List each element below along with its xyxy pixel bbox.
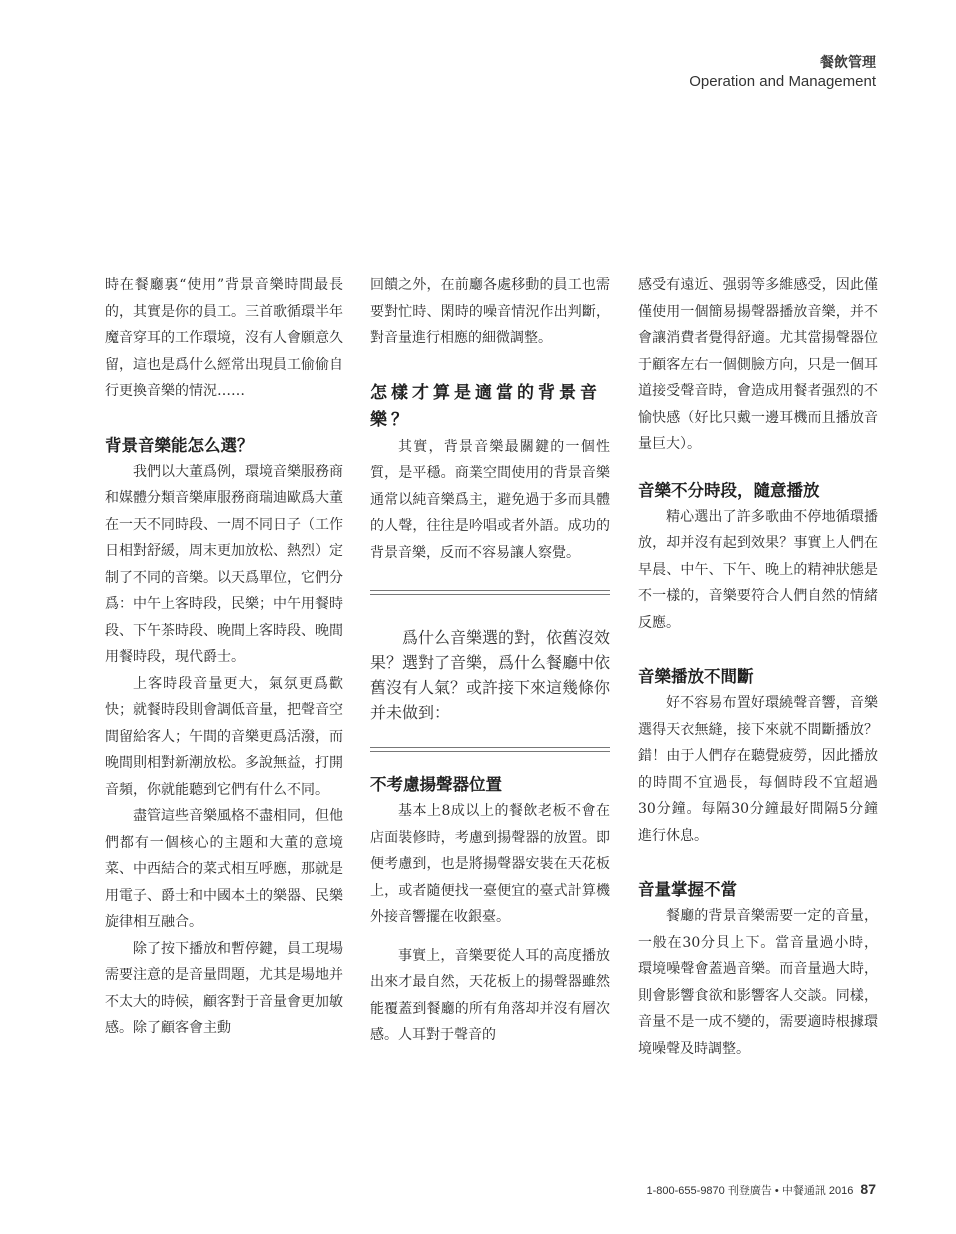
paragraph: 其實，背景音樂最關鍵的一個性質，是平穩。商業空間使用的背景音樂通常以純音樂爲主，避免過于多而具體的人聲，往往是吟唱或者外語。成功的背景音樂，反而不容易讓人察覺。 <box>370 438 610 561</box>
paragraph: 我們以大董爲例，環境音樂服務商和媒體分類音樂庫服務商瑞迪歐爲大董在一天不同時段、一周不同日子（工作日相對舒緩，周末更加放松、熱烈）定制了不同的音樂。以天爲單位，它們分爲：中午上客時段，民樂；中午用餐時段、下午茶時段、晚間上客時段、晚間用餐時段，現代爵士。 <box>105 463 343 665</box>
subheading: 不考慮揚聲器位置 <box>370 775 502 794</box>
paragraph: 餐廳的背景音樂需要一定的音量，一般在30分貝上下。當音量過小時，環境噪聲會蓋過音樂。而音量過大時，則會影響食欲和影響客人交談。同樣，音量不是一成不變的，需要適時根據環境噪聲及時調整。 <box>638 908 878 1057</box>
column-1 <box>105 272 343 1042</box>
subheading: 音樂不分時段，隨意播放 <box>638 480 820 500</box>
subheading: 音樂播放不間斷 <box>638 667 754 686</box>
paragraph: 回饋之外，在前廳各處移動的員工也需要對忙時、閑時的噪音情況作出判斷，對音量進行相應的細微調整。 <box>370 277 610 346</box>
paragraph: 好不容易布置好環繞聲音響，音樂選得天衣無縫，接下來就不間斷播放？錯！由于人們存在聽覺疲勞，因此播放的時間不宜過長，每個時段不宜超過30分鐘。每隔30分鐘最好間隔5分鐘進行休息。 <box>638 695 878 844</box>
page-footer <box>647 1181 877 1198</box>
footer-phone: 1-800-655-9870 <box>646 1185 725 1197</box>
column-3 <box>638 272 878 1062</box>
section-title-cn: 餐飲管理 <box>820 55 876 71</box>
subheading: 怎樣才算是適當的背景音樂？ <box>370 382 601 430</box>
subheading: 音量掌握不當 <box>638 880 737 899</box>
section-title-en: Operation and Management <box>689 73 876 90</box>
pull-quote: 爲什么音樂選的對，依舊沒效果？選對了音樂，爲什么餐廳中依舊沒有人氣？或許接下來這幾條你并未做到： <box>370 628 611 722</box>
paragraph: 精心選出了許多歌曲不停地循環播放，却并沒有起到效果？事實上人們在早晨、中午、下午、晚上的精神狀態是不一樣的，音樂要符合人們自然的情緒反應。 <box>638 508 878 631</box>
paragraph: 盡管這些音樂風格不盡相同，但他們都有一個核心的主題和大董的意境菜、中西結合的菜式相互呼應，那就是用電子、爵士和中國本土的樂器、民樂旋律相互融合。 <box>105 808 343 930</box>
column-2 <box>370 272 610 1049</box>
paragraph: 基本上8成以上的餐飲老板不會在店面裝修時，考慮到揚聲器的放置。即便考慮到，也是將揚聲器安裝在天花板上，或者隨便找一臺便宜的臺式計算機外接音響擺在收銀臺。 <box>370 803 610 925</box>
paragraph: 感受有遠近、强弱等多維感受，因此僅僅使用一個簡易揚聲器播放音樂，并不會讓消費者覺得舒適。尤其當揚聲器位于顧客左右一個側臉方向，只是一個耳道接受聲音時，會造成用餐者强烈的不愉快感（好比只戴一邊耳機而且播放音量巨大）。 <box>638 277 878 452</box>
page-number: 87 <box>860 1181 876 1197</box>
paragraph: 事實上，音樂要從人耳的高度播放出來才最自然，天花板上的揚聲器雖然能覆蓋到餐廳的所有角落却并沒有層次感。人耳對于聲音的 <box>370 947 610 1043</box>
subheading: 背景音樂能怎么選？ <box>105 435 254 455</box>
footer-publication: 刊登廣告 • 中餐通訊 2016 <box>727 1185 854 1197</box>
paragraph: 時在餐廳裏“使用”背景音樂時間最長的，其實是你的員工。三首歌循環半年魔音穿耳的工作環境，沒有人會願意久留，這也是爲什么經常出現員工偷偷自行更換音樂的情況…… <box>105 277 343 399</box>
paragraph: 上客時段音量更大，氣氛更爲歡快；就餐時段則會調低音量，把聲音空間留給客人；午間的音樂更爲活潑，而晚間則相對新潮放松。多說無益，打開音頻，你就能聽到它們有什么不同。 <box>105 675 343 798</box>
paragraph: 除了按下播放和暫停鍵，員工現場需要注意的是音量問題，尤其是場地并不太大的時候，顧客對于音量會更加敏感。除了顧客會主動 <box>105 940 343 1036</box>
